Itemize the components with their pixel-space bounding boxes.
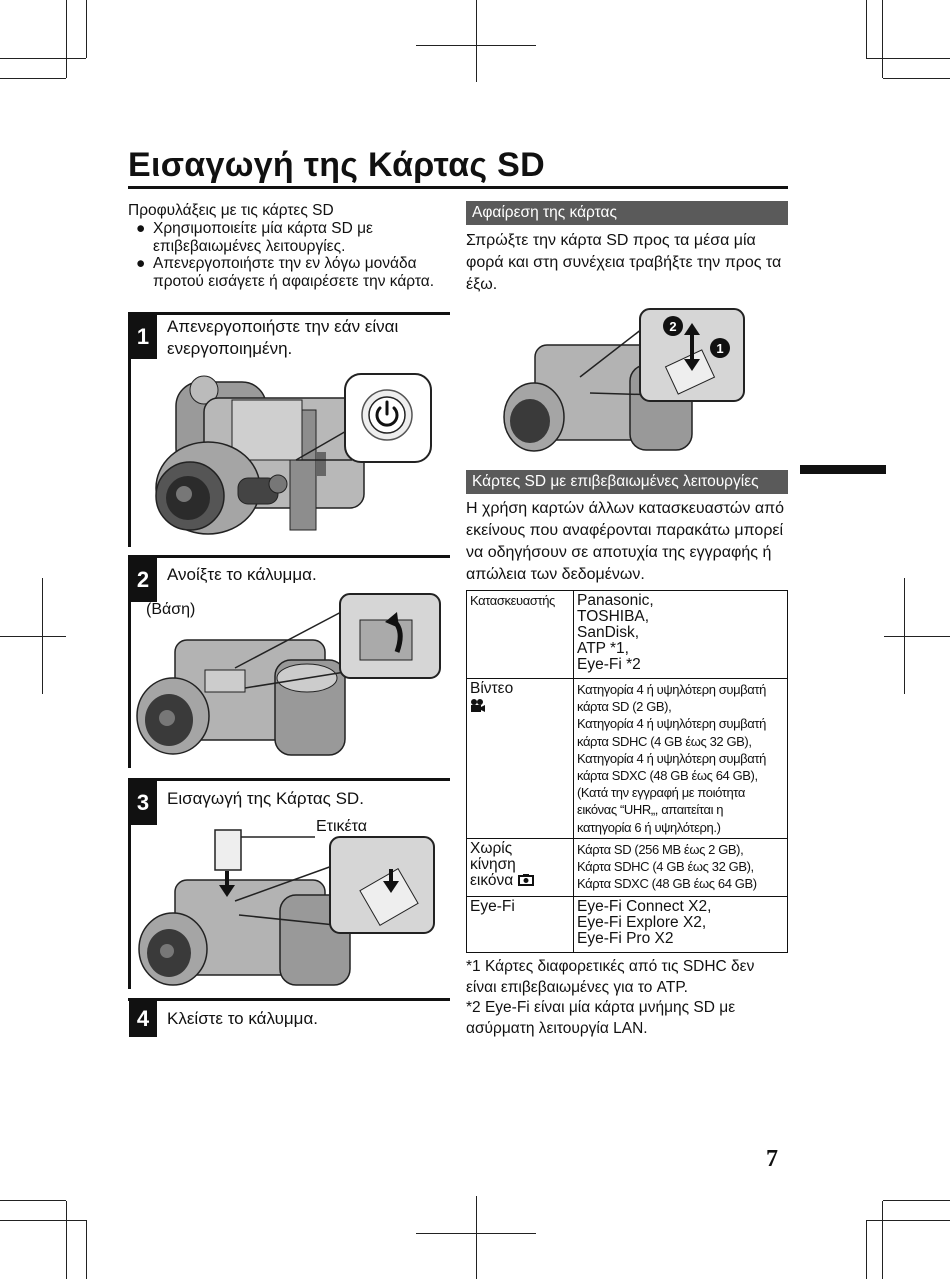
- title-rule: [128, 186, 788, 189]
- table-row: [467, 591, 788, 679]
- remove-text: Σπρώξτε την κάρτα SD προς τα μέσα μία φορά και στη συνέχεια τραβήξτε την προς τα έξω.: [466, 232, 782, 293]
- table-cell: Eye-Fi: [467, 896, 574, 952]
- step-number: 1: [129, 315, 157, 359]
- step-bar: [128, 315, 131, 547]
- camcorder-graphic: [139, 880, 350, 985]
- table-row: [467, 838, 788, 896]
- table-cell: Panasonic, TOSHIBA, SanDisk, ATP *1, Eye-Fi *2: [574, 591, 788, 679]
- section-thumb-tab: [800, 465, 886, 474]
- page-title: Εισαγωγή της Κάρτας SD: [128, 146, 545, 184]
- remove-heading: Αφαίρεση της κάρτας: [466, 201, 788, 225]
- label-callout: Ετικέτα: [316, 818, 368, 835]
- remove-card-illustration: [500, 305, 750, 455]
- table-row: [467, 679, 788, 839]
- cards-heading: Κάρτες SD με επιβεβαιωμένες λειτουργίες: [466, 470, 788, 494]
- sd-card-graphic: [215, 830, 241, 870]
- cards-intro: Η χρήση καρτών άλλων κατασκευαστών από εκείνους που αναφέρονται παρακάτω μπορεί να οδηγήσουν σε αποτυχία της εγγραφής ή απώλεια των δεδομένων.: [466, 500, 785, 583]
- page-number: 7: [766, 1146, 778, 1172]
- camcorder-graphic: [137, 640, 345, 755]
- callout-number: 1: [716, 341, 724, 356]
- bullet-icon: ●: [136, 255, 146, 272]
- step-number: 2: [129, 558, 157, 602]
- camera-cover-illustration: [135, 590, 445, 765]
- step-number: 4: [129, 1001, 157, 1037]
- step-bar: [128, 558, 131, 768]
- cards-table: [466, 590, 788, 953]
- table-row: [467, 896, 788, 952]
- precaution-item: ● Χρησιμοποιείτε μία κάρτα SD με επιβεβαιωμένες λειτουργίες.: [136, 220, 373, 255]
- camera-power-illustration: [140, 360, 450, 550]
- step-text: Εισαγωγή της Κάρτας SD.: [167, 789, 364, 808]
- step-rule: [128, 555, 450, 558]
- footnote: *2 Eye-Fi είναι μία κάρτα μνήμης SD με ασύρματη λειτουργία LAN.: [466, 999, 736, 1037]
- table-cell: Χωρίς κίνηση εικόνα: [467, 838, 574, 896]
- still-camera-icon: [518, 873, 534, 886]
- step-text: Ανοίξτε το κάλυμμα.: [167, 565, 317, 584]
- precaution-item: ● Απενεργοποιήστε την εν λόγω μονάδα προτού εισάγετε ή αφαιρέσετε την κάρτα.: [136, 255, 435, 290]
- step-text: Απενεργοποιήστε την εάν είναι ενεργοποιημένη.: [167, 317, 399, 358]
- step-text: Κλείστε το κάλυμμα.: [167, 1009, 319, 1028]
- table-cell: Βίντεο: [467, 679, 574, 839]
- bullet-icon: ●: [136, 220, 146, 237]
- camera-insert-illustration: [135, 825, 445, 990]
- table-cell: Κατηγορία 4 ή υψηλότερη συμβατή κάρτα SD (2 GB), Κατηγορία 4 ή υψηλότερη συμβατή κάρτα SDHC (4 GB έως 32 GB), Κατηγορία 4 ή υψηλότερη συμβατή κάρτα SDXC (48 GB έως 64 GB), (Κατά την εγγραφή με ποιότητα εικόνας “UHR„, απαιτείται η κατηγορία 6 ή υψηλότερη.): [574, 679, 788, 839]
- step-note: (Βάση): [146, 601, 196, 618]
- callout-number: 2: [669, 319, 677, 334]
- camcorder-graphic: [156, 376, 364, 534]
- step-rule: [128, 312, 450, 315]
- step-rule: [128, 998, 450, 1001]
- video-camera-icon: [470, 699, 486, 713]
- precautions-heading: Προφυλάξεις με τις κάρτες SD: [128, 202, 334, 219]
- step-rule: [128, 778, 450, 781]
- table-cell: Κάρτα SD (256 MB έως 2 GB), Κάρτα SDHC (4 GB έως 32 GB), Κάρτα SDXC (48 GB έως 64 GB): [574, 838, 788, 896]
- step-number: 3: [129, 781, 157, 825]
- footnote: *1 Κάρτες διαφορετικές από τις SDHC δεν είναι επιβεβαιωμένες για το ATP.: [466, 958, 755, 996]
- table-cell: Κατασκευαστής: [467, 591, 574, 679]
- step-bar: [128, 781, 131, 989]
- table-cell: Eye-Fi Connect X2, Eye-Fi Explore X2, Eye-Fi Pro X2: [574, 896, 788, 952]
